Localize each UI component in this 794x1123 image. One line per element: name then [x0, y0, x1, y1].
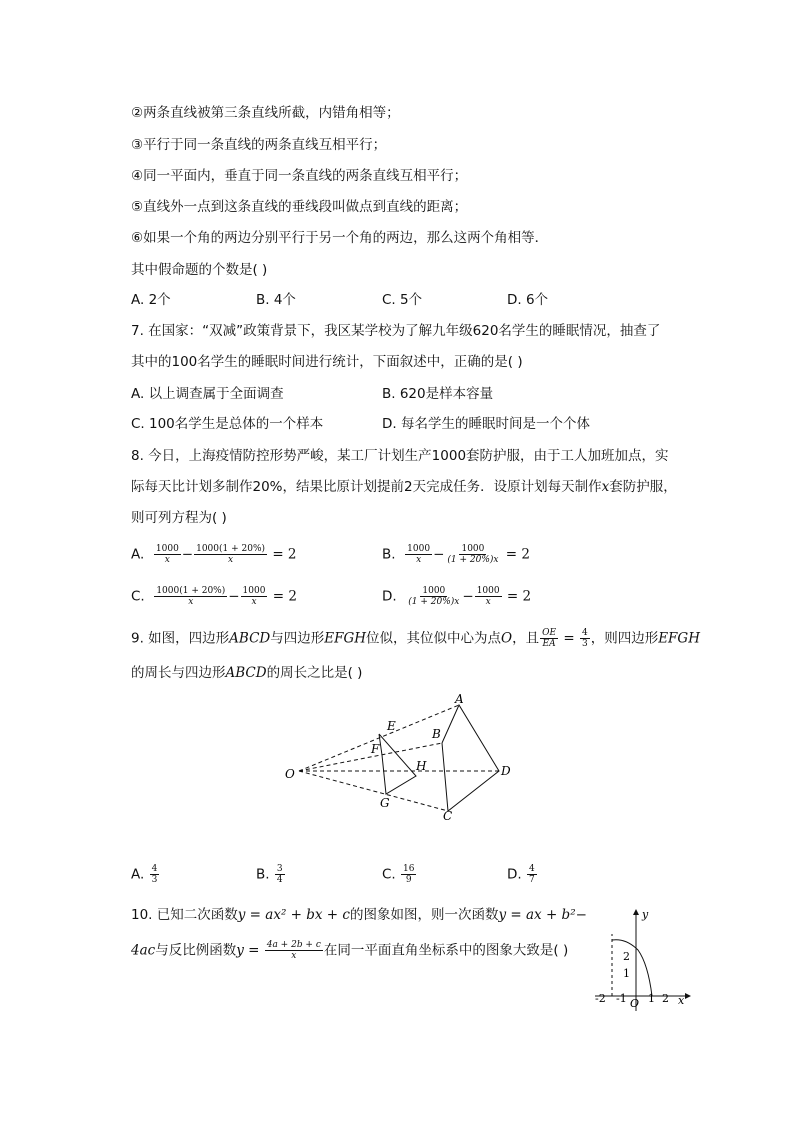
tick-minus-2: -2	[595, 992, 606, 1005]
q8-option-c[interactable]: C. $\frac{1000(1 + 20\%)}{x}$ − $\frac{1000}{x}$ = 2	[131, 586, 297, 607]
q9-option-b[interactable]: B. $\frac{3}{4}$	[256, 864, 283, 885]
q7-option-c[interactable]: C. 100名学生是总体的一个样本	[131, 416, 324, 432]
q9-line2: 的周长与四边形ABCD的周长之比是( )	[131, 665, 363, 681]
q8-option-a[interactable]: A. $\frac{1000}{x}$ − $\frac{1000(1 + 20\%)}{x}$ = 2	[131, 544, 297, 565]
parabola-curve	[612, 940, 652, 996]
axis-label-y: y	[642, 908, 649, 921]
point-o: O	[285, 767, 295, 781]
point-d: D	[501, 764, 511, 778]
q8-variable-x: x	[601, 479, 610, 495]
q10-parabola-graph	[590, 906, 700, 1016]
q6-question: 其中假命题的个数是( )	[131, 262, 268, 278]
quad-abcd	[442, 705, 499, 811]
q9-figure	[270, 688, 530, 828]
point-e: E	[387, 719, 396, 733]
point-f: F	[371, 742, 380, 756]
q7-option-b[interactable]: B. 620是样本容量	[382, 386, 494, 402]
tick-minus-1: -1	[616, 992, 627, 1005]
ray-oc	[299, 771, 448, 811]
axis-label-x: x	[678, 994, 685, 1007]
q6-option-d[interactable]: D. 6个	[507, 292, 549, 308]
origin-label: O	[630, 997, 640, 1010]
q9-option-c[interactable]: C. $\frac{16}{9}$	[382, 864, 415, 885]
tick-1: 1	[648, 992, 655, 1005]
q8-option-d[interactable]: D. $\frac{1000}{(1 + 20\%)x}$ − $\frac{1000}{x}$ = 2	[382, 586, 532, 607]
quad-efgh	[379, 734, 416, 794]
point-a: A	[455, 692, 464, 706]
statement-3: ③平行于同一条直线的两条直线互相平行；	[131, 137, 387, 153]
q9-option-a[interactable]: A. $\frac{4}{3}$	[131, 864, 158, 885]
q7-line1: 7. 在国家：“双减”政策背景下，我区某学校为了解九年级620名学生的睡眠情况，抽查了	[131, 323, 661, 339]
q8-line1: 8. 今日，上海疫情防控形势严峻，某工厂计划生产1000套防护服，由于工人加班加点，实	[131, 448, 669, 464]
tick-y-1: 1	[623, 967, 630, 980]
q6-option-b[interactable]: B. 4个	[256, 292, 296, 308]
q10-line1: 10. 已知二次函数y = ax² + bx + c的图象如图，则一次函数y = ax + b²−	[131, 907, 587, 923]
q8-line2: 际每天比计划多制作20%，结果比原计划提前2天完成任务．设原计划每天制作x套防护服，	[131, 479, 677, 495]
point-b: B	[432, 727, 441, 741]
statement-2: ②两条直线被第三条直线所截，内错角相等；	[131, 105, 400, 121]
q9-option-d[interactable]: D. $\frac{4}{7}$	[507, 864, 535, 885]
q7-option-d[interactable]: D. 每名学生的睡眠时间是一个个体	[382, 416, 590, 432]
q6-option-a[interactable]: A. 2个	[131, 292, 171, 308]
q7-option-a[interactable]: A. 以上调查属于全面调查	[131, 386, 284, 402]
point-h: H	[416, 759, 427, 773]
point-g: G	[380, 796, 390, 810]
q7-line2: 其中的100名学生的睡眠时间进行统计，下面叙述中，正确的是( )	[131, 354, 523, 370]
statement-5: ⑤直线外一点到这条直线的垂线段叫做点到直线的距离；	[131, 199, 468, 215]
q9-line1: 9. 如图，四边形ABCD与四边形EFGH位似，其位似中心为点O，且 $\frac{OE}{EA}$ = $\frac{4}{3}$ ，则四边形EFGH	[131, 628, 700, 649]
q6-option-c[interactable]: C. 5个	[382, 292, 423, 308]
statement-6: ⑥如果一个角的两边分别平行于另一个角的两边，那么这两个角相等．	[131, 230, 549, 246]
q10-line2: 4ac与反比例函数y = $\frac{4a + 2b + c}{x}$ 在同一平面直角坐标系中的图象大致是( )	[131, 940, 569, 961]
statement-4: ④同一平面内，垂直于同一条直线的两条直线互相平行；	[131, 168, 468, 184]
q8-option-b[interactable]: B. $\frac{1000}{x}$ − $\frac{1000}{(1 + 20\%)x}$ = 2	[382, 544, 530, 565]
tick-2: 2	[662, 992, 669, 1005]
point-c: C	[443, 809, 453, 823]
q8-line3: 则可列方程为( )	[131, 510, 227, 526]
tick-y-2: 2	[623, 950, 630, 963]
